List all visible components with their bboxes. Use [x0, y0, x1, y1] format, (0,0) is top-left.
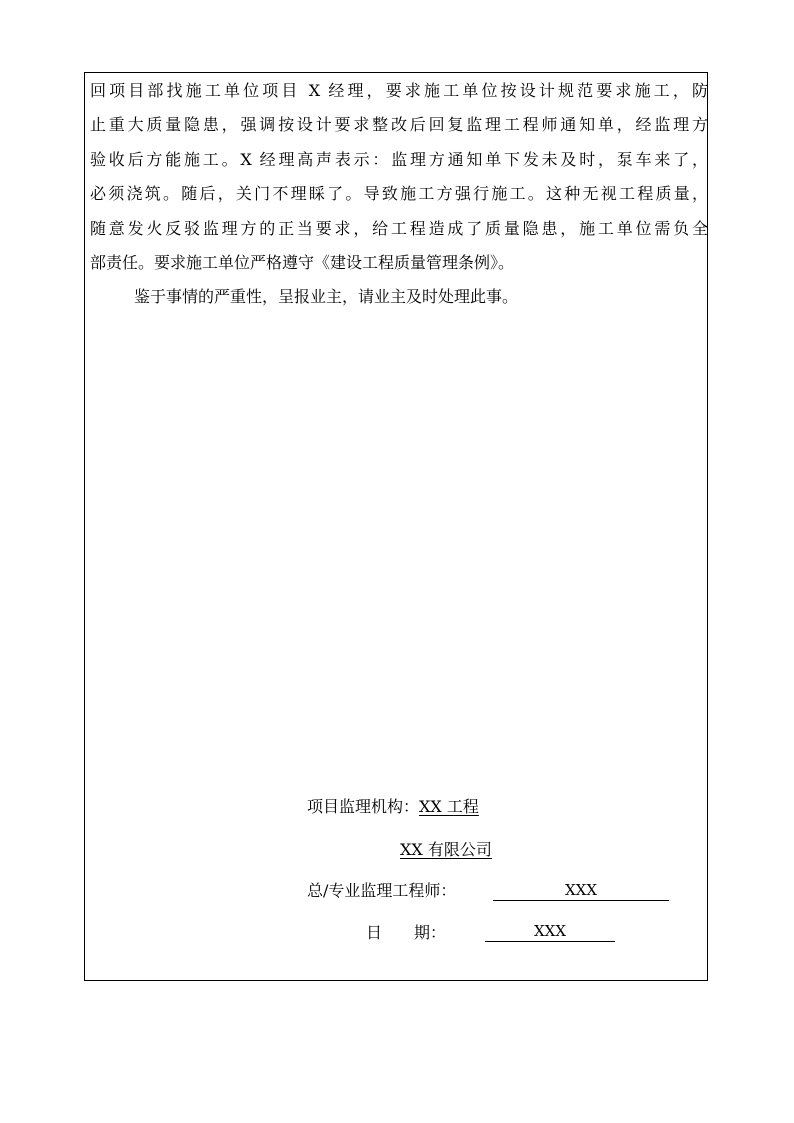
date-label: 日 期： — [366, 923, 447, 942]
org-value: XX 工程 — [419, 797, 479, 816]
body-line: 止重大质量隐患，强调按设计要求整改后回复监理工程师通知单，经监理方 — [90, 115, 708, 135]
report-body — [90, 81, 708, 322]
supervision-org — [307, 797, 479, 817]
body-line: 部责任。要求施工单位严格遵守《建设工程质量管理条例》。 — [90, 252, 515, 272]
conclusion-paragraph: 鉴于事情的严重性，呈报业主，请业主及时处理此事。 — [134, 287, 519, 307]
body-line: 随意发火反驳监理方的正当要求，给工程造成了质量隐患，施工单位需负全 — [90, 218, 708, 238]
org-label: 项目监理机构： — [307, 797, 420, 816]
body-line: 验收后方能施工。X 经理高声表示：监理方通知单下发未及时，泵车来了， — [90, 149, 708, 169]
body-line: 必须浇筑。随后，关门不理睬了。导致施工方强行施工。这种无视工程质量， — [90, 184, 708, 204]
body-line: 回项目部找施工单位项目 X 经理，要求施工单位按设计规范要求施工，防 — [90, 81, 708, 100]
date-field: XXX — [485, 921, 615, 942]
engineer-signature-field: XXX — [493, 880, 669, 901]
company-name: XX 有限公司 — [400, 840, 492, 859]
engineer-label: 总/专业监理工程师： — [307, 881, 457, 900]
